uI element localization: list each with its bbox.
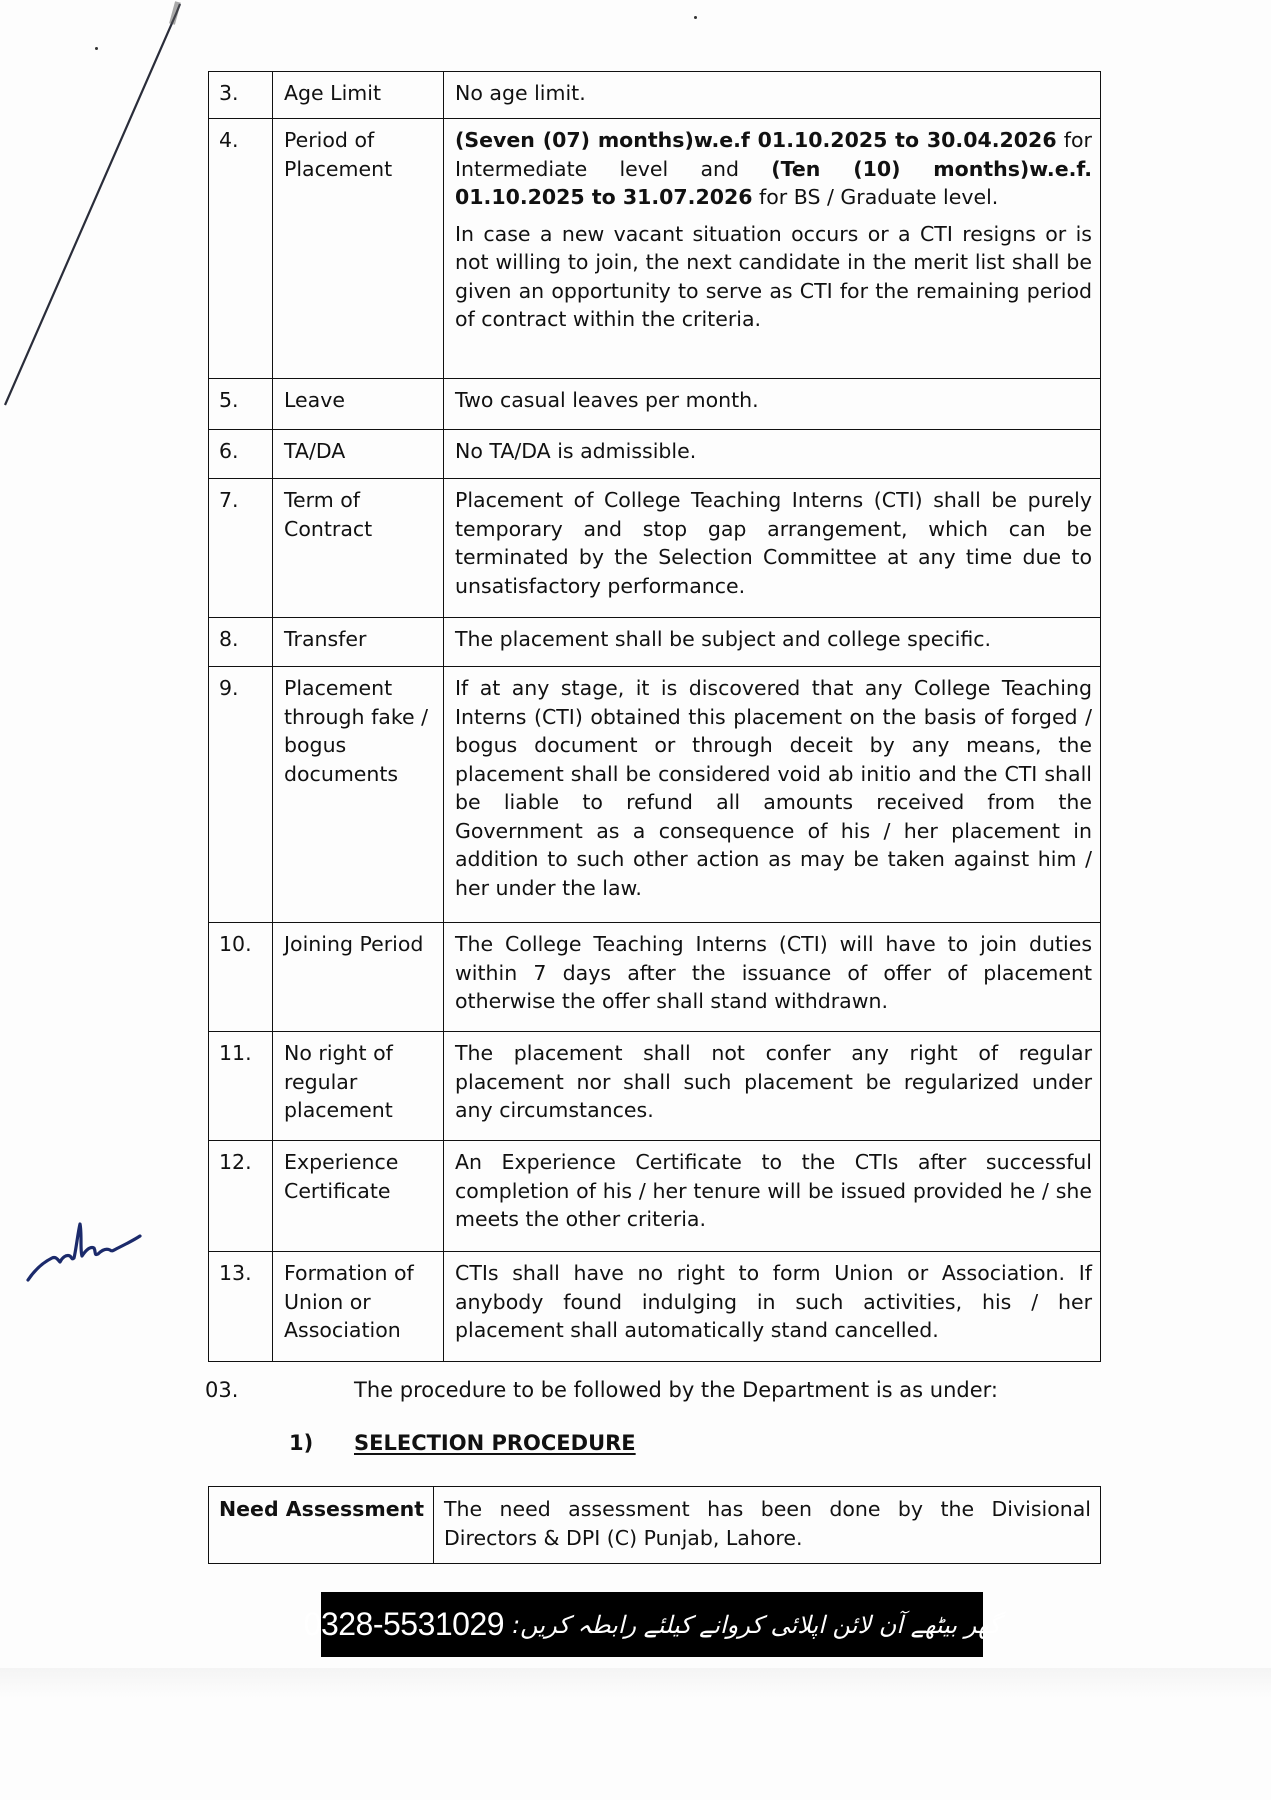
row-number: 8. xyxy=(209,618,273,667)
banner-phone: 0328-5531029 xyxy=(303,1606,505,1642)
signature xyxy=(22,1210,162,1300)
row-number: 9. xyxy=(209,667,273,923)
period-suffix: for BS / Graduate level. xyxy=(752,185,999,209)
row-label: TA/DA xyxy=(273,430,444,479)
placement-period-text xyxy=(455,126,1092,212)
need-assessment-label: Need Assessment xyxy=(209,1487,434,1564)
contact-banner xyxy=(303,1592,1001,1657)
row-value: Two casual leaves per month. xyxy=(444,379,1101,430)
row-value: The placement shall not confer any right of regular placement nor shall such placement be regularized under any circumstances. xyxy=(444,1032,1101,1141)
row-number: 10. xyxy=(209,923,273,1032)
scan-speck xyxy=(95,47,98,50)
table-row xyxy=(209,479,1101,618)
row-value: The placement shall be subject and college specific. xyxy=(444,618,1101,667)
row-value: An Experience Certificate to the CTIs after successful completion of his / her tenure will be issued provided he / she meets the other criteria. xyxy=(444,1141,1101,1252)
table-row xyxy=(209,430,1101,479)
need-assessment-table xyxy=(208,1486,1101,1564)
scan-speck xyxy=(694,16,697,19)
row-value: If at any stage, it is discovered that any College Teaching Interns (CTI) obtained this placement on the basis of forged / bogus document or through deceit by any means, the placement shall be considered void ab initio and the CTI shall be liable to refund all amounts received from the Government as a consequence of his / her placement in addition to such other action as may be taken against him / her under the law. xyxy=(444,667,1101,923)
row-value: CTIs shall have no right to form Union or Association. If anybody found indulging in such activities, his / her placement shall automatically stand cancelled. xyxy=(444,1252,1101,1362)
banner-urdu-text: گھر بیٹھے آن لائن اپلائی کروانے کیلئے رابطہ کریں: xyxy=(512,1610,1001,1639)
table-row xyxy=(209,119,1101,379)
table-row xyxy=(209,1252,1101,1362)
table-row xyxy=(209,72,1101,119)
table-row xyxy=(209,618,1101,667)
row-value xyxy=(444,119,1101,379)
row-value: Placement of College Teaching Interns (CTI) shall be purely temporary and stop gap arrangement, which can be terminated by the Selection Committee at any time due to unsatisfactory performance. xyxy=(444,479,1101,618)
row-label: Transfer xyxy=(273,618,444,667)
bs-period: (Ten (10) months)w.e.f. 01.10.2025 to 31.07.2026 xyxy=(455,156,1092,209)
table-row xyxy=(209,923,1101,1032)
row-number: 12. xyxy=(209,1141,273,1252)
row-label: Joining Period xyxy=(273,923,444,1032)
period-connector: for Intermediate level and xyxy=(455,128,1092,181)
row-number: 4. xyxy=(209,119,273,379)
table-row xyxy=(209,667,1101,923)
row-label: No right of regular placement xyxy=(273,1032,444,1141)
scan-edge-shadow xyxy=(0,1668,1271,1698)
table-row xyxy=(209,1141,1101,1252)
section-title: SELECTION PROCEDURE xyxy=(354,1431,636,1455)
section-heading xyxy=(289,1428,636,1458)
row-label: Leave xyxy=(273,379,444,430)
intermediate-period: (Seven (07) months)w.e.f 01.10.2025 to 30.04.2026 xyxy=(455,128,1057,152)
row-number: 3. xyxy=(209,72,273,119)
need-assessment-value: The need assessment has been done by the Divisional Directors & DPI (C) Punjab, Lahore. xyxy=(434,1487,1101,1564)
row-value: The College Teaching Interns (CTI) will have to join duties within 7 days after the issuance of offer of placement otherwise the offer shall stand withdrawn. xyxy=(444,923,1101,1032)
row-label: Experience Certificate xyxy=(273,1141,444,1252)
paragraph-number: 03. xyxy=(205,1378,239,1402)
row-number: 6. xyxy=(209,430,273,479)
terms-table xyxy=(208,71,1101,1362)
row-number: 11. xyxy=(209,1032,273,1141)
row-label: Period of Placement xyxy=(273,119,444,379)
row-value: No age limit. xyxy=(444,72,1101,119)
row-number: 13. xyxy=(209,1252,273,1362)
scan-crease-line xyxy=(0,0,200,420)
row-value: No TA/DA is admissible. xyxy=(444,430,1101,479)
table-row xyxy=(209,1487,1101,1564)
row-label: Placement through fake / bogus documents xyxy=(273,667,444,923)
row-label: Age Limit xyxy=(273,72,444,119)
row-number: 5. xyxy=(209,379,273,430)
table-row xyxy=(209,1032,1101,1141)
row-label: Formation of Union or Association xyxy=(273,1252,444,1362)
section-number: 1) xyxy=(289,1431,314,1455)
row-label: Term of Contract xyxy=(273,479,444,618)
vacancy-note: In case a new vacant situation occurs or a CTI resigns or is not willing to join, the next candidate in the merit list shall be given an opportunity to serve as CTI for the remaining period of contract within the criteria. xyxy=(455,221,1092,331)
table-row xyxy=(209,379,1101,430)
paragraph-text: The procedure to be followed by the Department is as under: xyxy=(354,1378,998,1402)
row-number: 7. xyxy=(209,479,273,618)
